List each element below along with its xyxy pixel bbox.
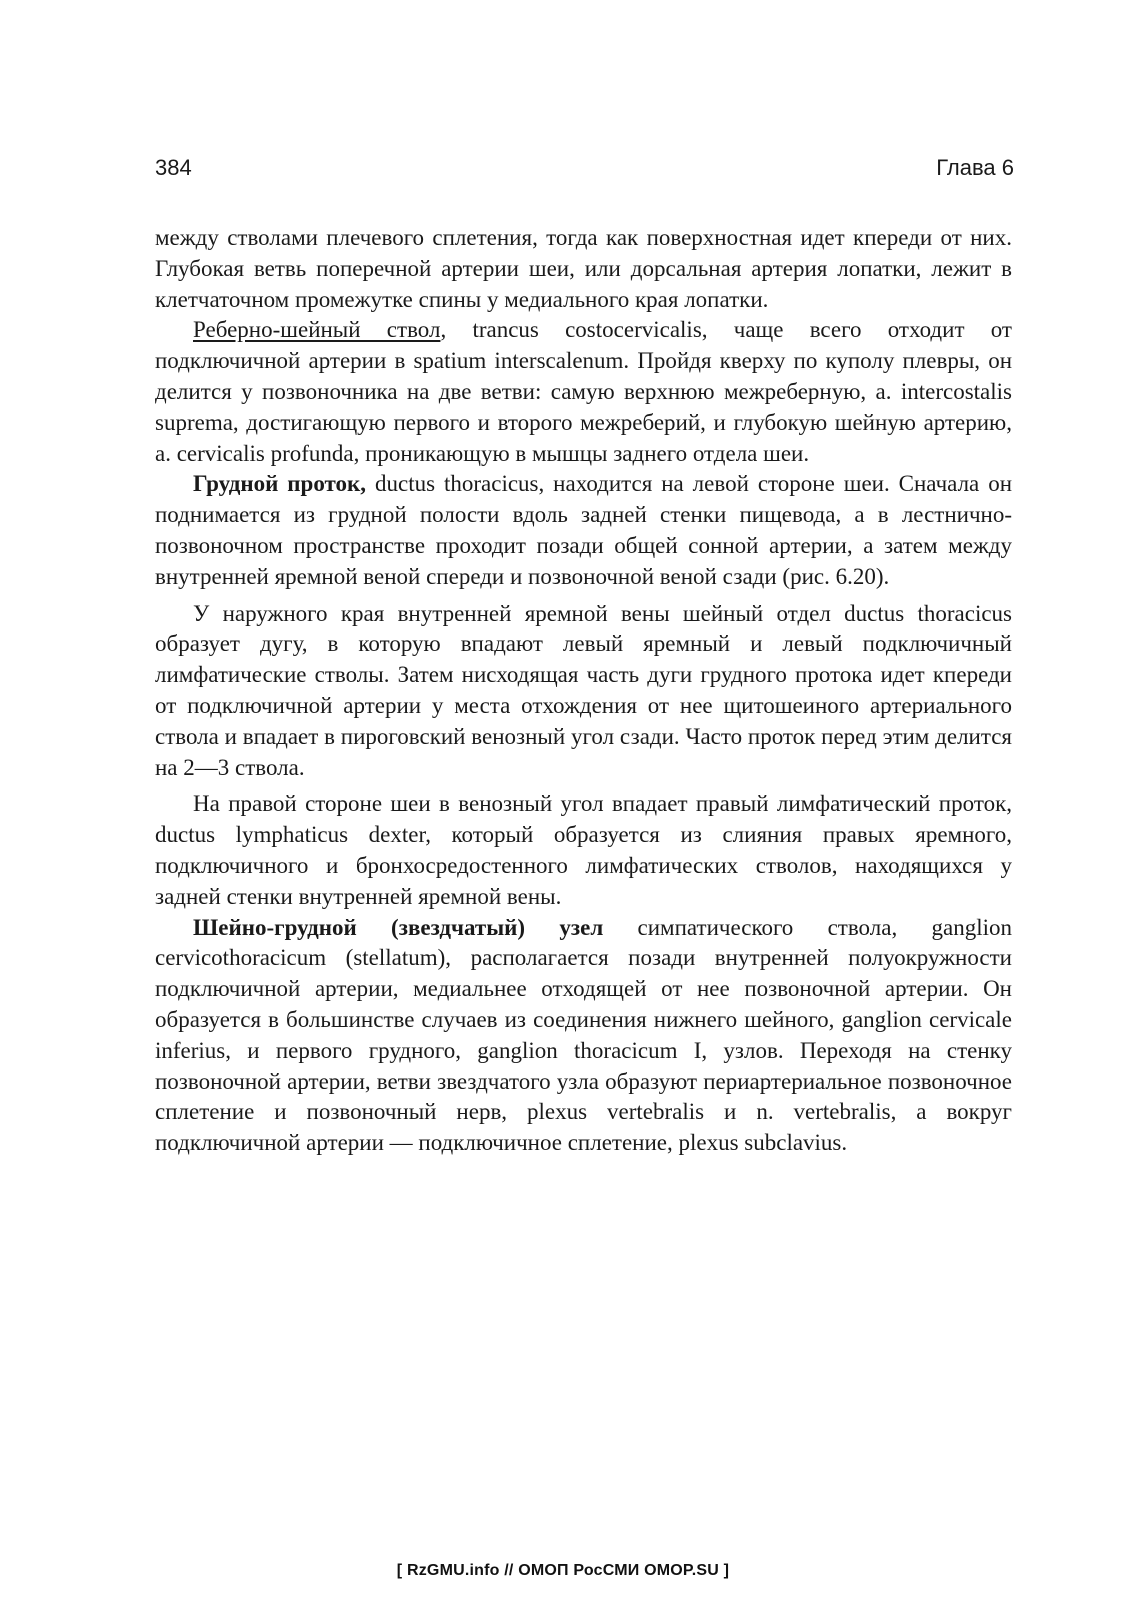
chapter-title: Глава 6 xyxy=(936,155,1014,180)
body-text xyxy=(155,223,1012,1159)
term-costocervical-trunk: Реберно-шейный ствол xyxy=(193,317,441,343)
paragraph-duct-arch: У наружного края внутренней яремной вены шейный отдел ductus thoracicus образует дугу, в которую впадают левый яремный и левый подключичный лимфатические стволы. Затем нисходящая часть дуги грудного протока идет кпереди от подключичной артерии у места отхождения от нее щитошеиного артериального ствола и впадает в пироговский венозный угол сзади. Часто проток перед этим делится на 2—3 ствола. xyxy=(155,600,1012,780)
page-number: 384 xyxy=(155,155,192,180)
paragraph-right-lymphatic-duct: На правой стороне шеи в венозный угол впадает правый лимфатический проток, ductus lymphaticus dexter, который образуется из слияния правых яремного, подключичного и бронхосредостенного лимфатических стволов, находящихся у задней стенки внутренней яремной вены. xyxy=(155,791,1012,909)
paragraph-text: , trancus costocervicalis, чаще всего отходит от подключичной артерии в spatium interscalenum. Пройдя кверху по куполу плевры, он делится у позвоночника на две ветви: самую верхнюю межреберную, a. intercostalis suprema, достигающую первого и второго межреберий, и глубокую шейную артерию, a. cervicalis profunda, проникающую в мышцы заднего отдела шеи. xyxy=(155,317,1012,466)
paragraph-continuation: между стволами плечевого сплетения, тогда как поверхностная идет кпереди от них. Глубокая ветвь поперечной артерии шеи, или дорсальная артерия лопатки, лежит в клетчаточном промежутке спины у медиального края лопатки. xyxy=(155,225,1012,312)
term-stellate-ganglion: Шейно-грудной (звездчатый) узел xyxy=(193,914,604,940)
paragraph-text: симпатического ствола, ganglion cervicothoracicum (stellatum), располагается позади внутренней полуокружности подключичной артерии, медиальнее отходящей от нее позвоночной артерии. Он образуется в большинстве случаев из соединения нижнего шейного, ganglion cervicale inferius, и первого грудного, ganglion thoracicum I, узлов. Переходя на стенку позвоночной артерии, ветви звездчатого узла образуют периартериальное позвоночное сплетение и позвоночный нерв, plexus vertebralis и n. vertebralis, а вокруг подключичной артерии — подключичное сплетение, plexus subclavius. xyxy=(155,914,1012,1156)
paragraph-text: ductus thoracicus, находится на левой стороне шеи. Сначала он поднимается из грудной полости вдоль задней стенки пищевода, а в лестнично-позвоночном пространстве проходит позади общей сонной артерии, а затем между внутренней яремной веной спереди и позвоночной веной сзади (рис. 6.20). xyxy=(155,471,1012,589)
term-thoracic-duct: Грудной проток, xyxy=(193,471,367,497)
paragraph-costocervical-trunk xyxy=(155,315,1012,469)
paragraph-stellate-ganglion xyxy=(155,913,1012,1159)
paragraph-thoracic-duct xyxy=(155,469,1012,592)
footer-watermark: [ RzGMU.info // ОМОП РосСМИ OMOP.SU ] xyxy=(396,1562,730,1579)
